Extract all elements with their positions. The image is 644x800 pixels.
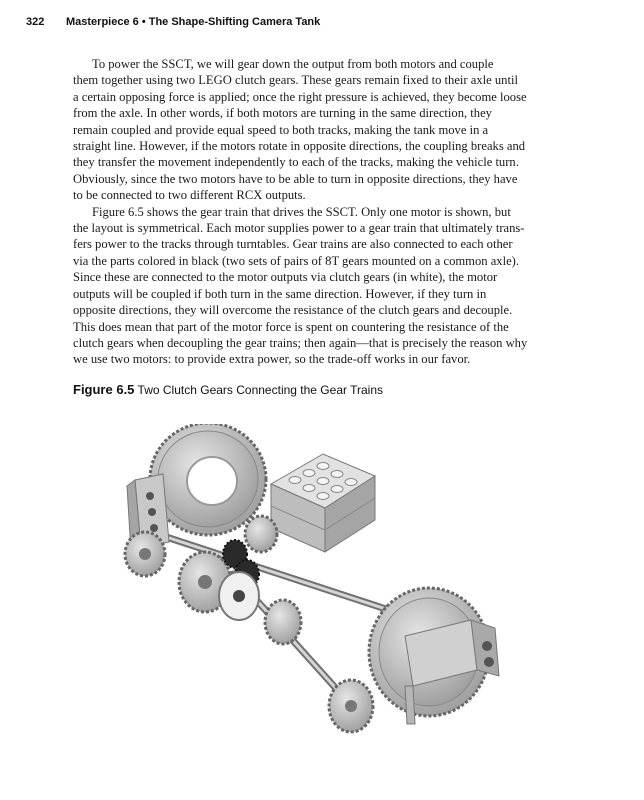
body-line: them together using two LEGO clutch gears. These gears remain fixed to their axle until bbox=[73, 73, 518, 88]
body-line: from the axle. In other words, if both motors are turning in the same direction, they bbox=[73, 106, 492, 121]
body-line: the layout is symmetrical. Each motor supplies power to a gear train that ultimately trans- bbox=[73, 221, 525, 236]
body-line: Obviously, since the two motors have to be able to turn in opposite directions, they have bbox=[73, 171, 518, 186]
body-line: Since these are connected to the motor outputs via clutch gears (in white), the motor bbox=[73, 270, 498, 285]
body-line: via the parts colored in black (two sets of pairs of 8T gears mounted on a common axle). bbox=[73, 253, 520, 268]
body-line: a certain opposing force is applied; once the right pressure is achieved, they become loose bbox=[73, 89, 527, 104]
running-title: Masterpiece 6 • The Shape-Shifting Camera Tank bbox=[66, 16, 321, 28]
body-line: This does mean that part of the motor force is spent on countering the resistance of the bbox=[73, 319, 509, 334]
gear-train-illustration bbox=[123, 424, 503, 740]
body-line: clutch gears when decoupling the gear trains; then again—that is precisely the reason why bbox=[73, 335, 528, 350]
body-text bbox=[73, 56, 563, 368]
body-line: fers power to the tracks through turntables. Gear trains are also connected to each other bbox=[73, 237, 513, 252]
body-line: we use two motors: to provide extra power, so the trade-off works in our favor. bbox=[73, 352, 471, 367]
body-line: straight line. However, if the motors rotate in opposite directions, the coupling breaks and bbox=[73, 139, 526, 154]
figure-caption bbox=[73, 382, 383, 397]
page-number: 322 bbox=[26, 16, 45, 28]
motor-brick-stack bbox=[271, 454, 375, 552]
running-header bbox=[26, 16, 320, 28]
body-line: opposite directions, they will overcome the resistance of the clutch gears and decouple. bbox=[73, 303, 513, 318]
body-line: outputs will be coupled if both turn in the same direction. However, if they turn in bbox=[73, 286, 487, 301]
figure-number: Figure 6.5 bbox=[73, 382, 135, 397]
body-line: Figure 6.5 shows the gear train that drives the SSCT. Only one motor is shown, but bbox=[92, 204, 511, 219]
body-line: remain coupled and provide equal speed to both tracks, making the tank move in a bbox=[73, 122, 489, 137]
gear-cluster bbox=[125, 516, 373, 732]
body-line: To power the SSCT, we will gear down the output from both motors and couple bbox=[92, 57, 494, 71]
body-line: they transfer the movement independently to each of the tracks, making the vehicle turn. bbox=[73, 155, 519, 170]
figure-caption-text: Two Clutch Gears Connecting the Gear Trains bbox=[137, 383, 383, 397]
body-line: to be connected to two different RCX outputs. bbox=[73, 188, 306, 203]
